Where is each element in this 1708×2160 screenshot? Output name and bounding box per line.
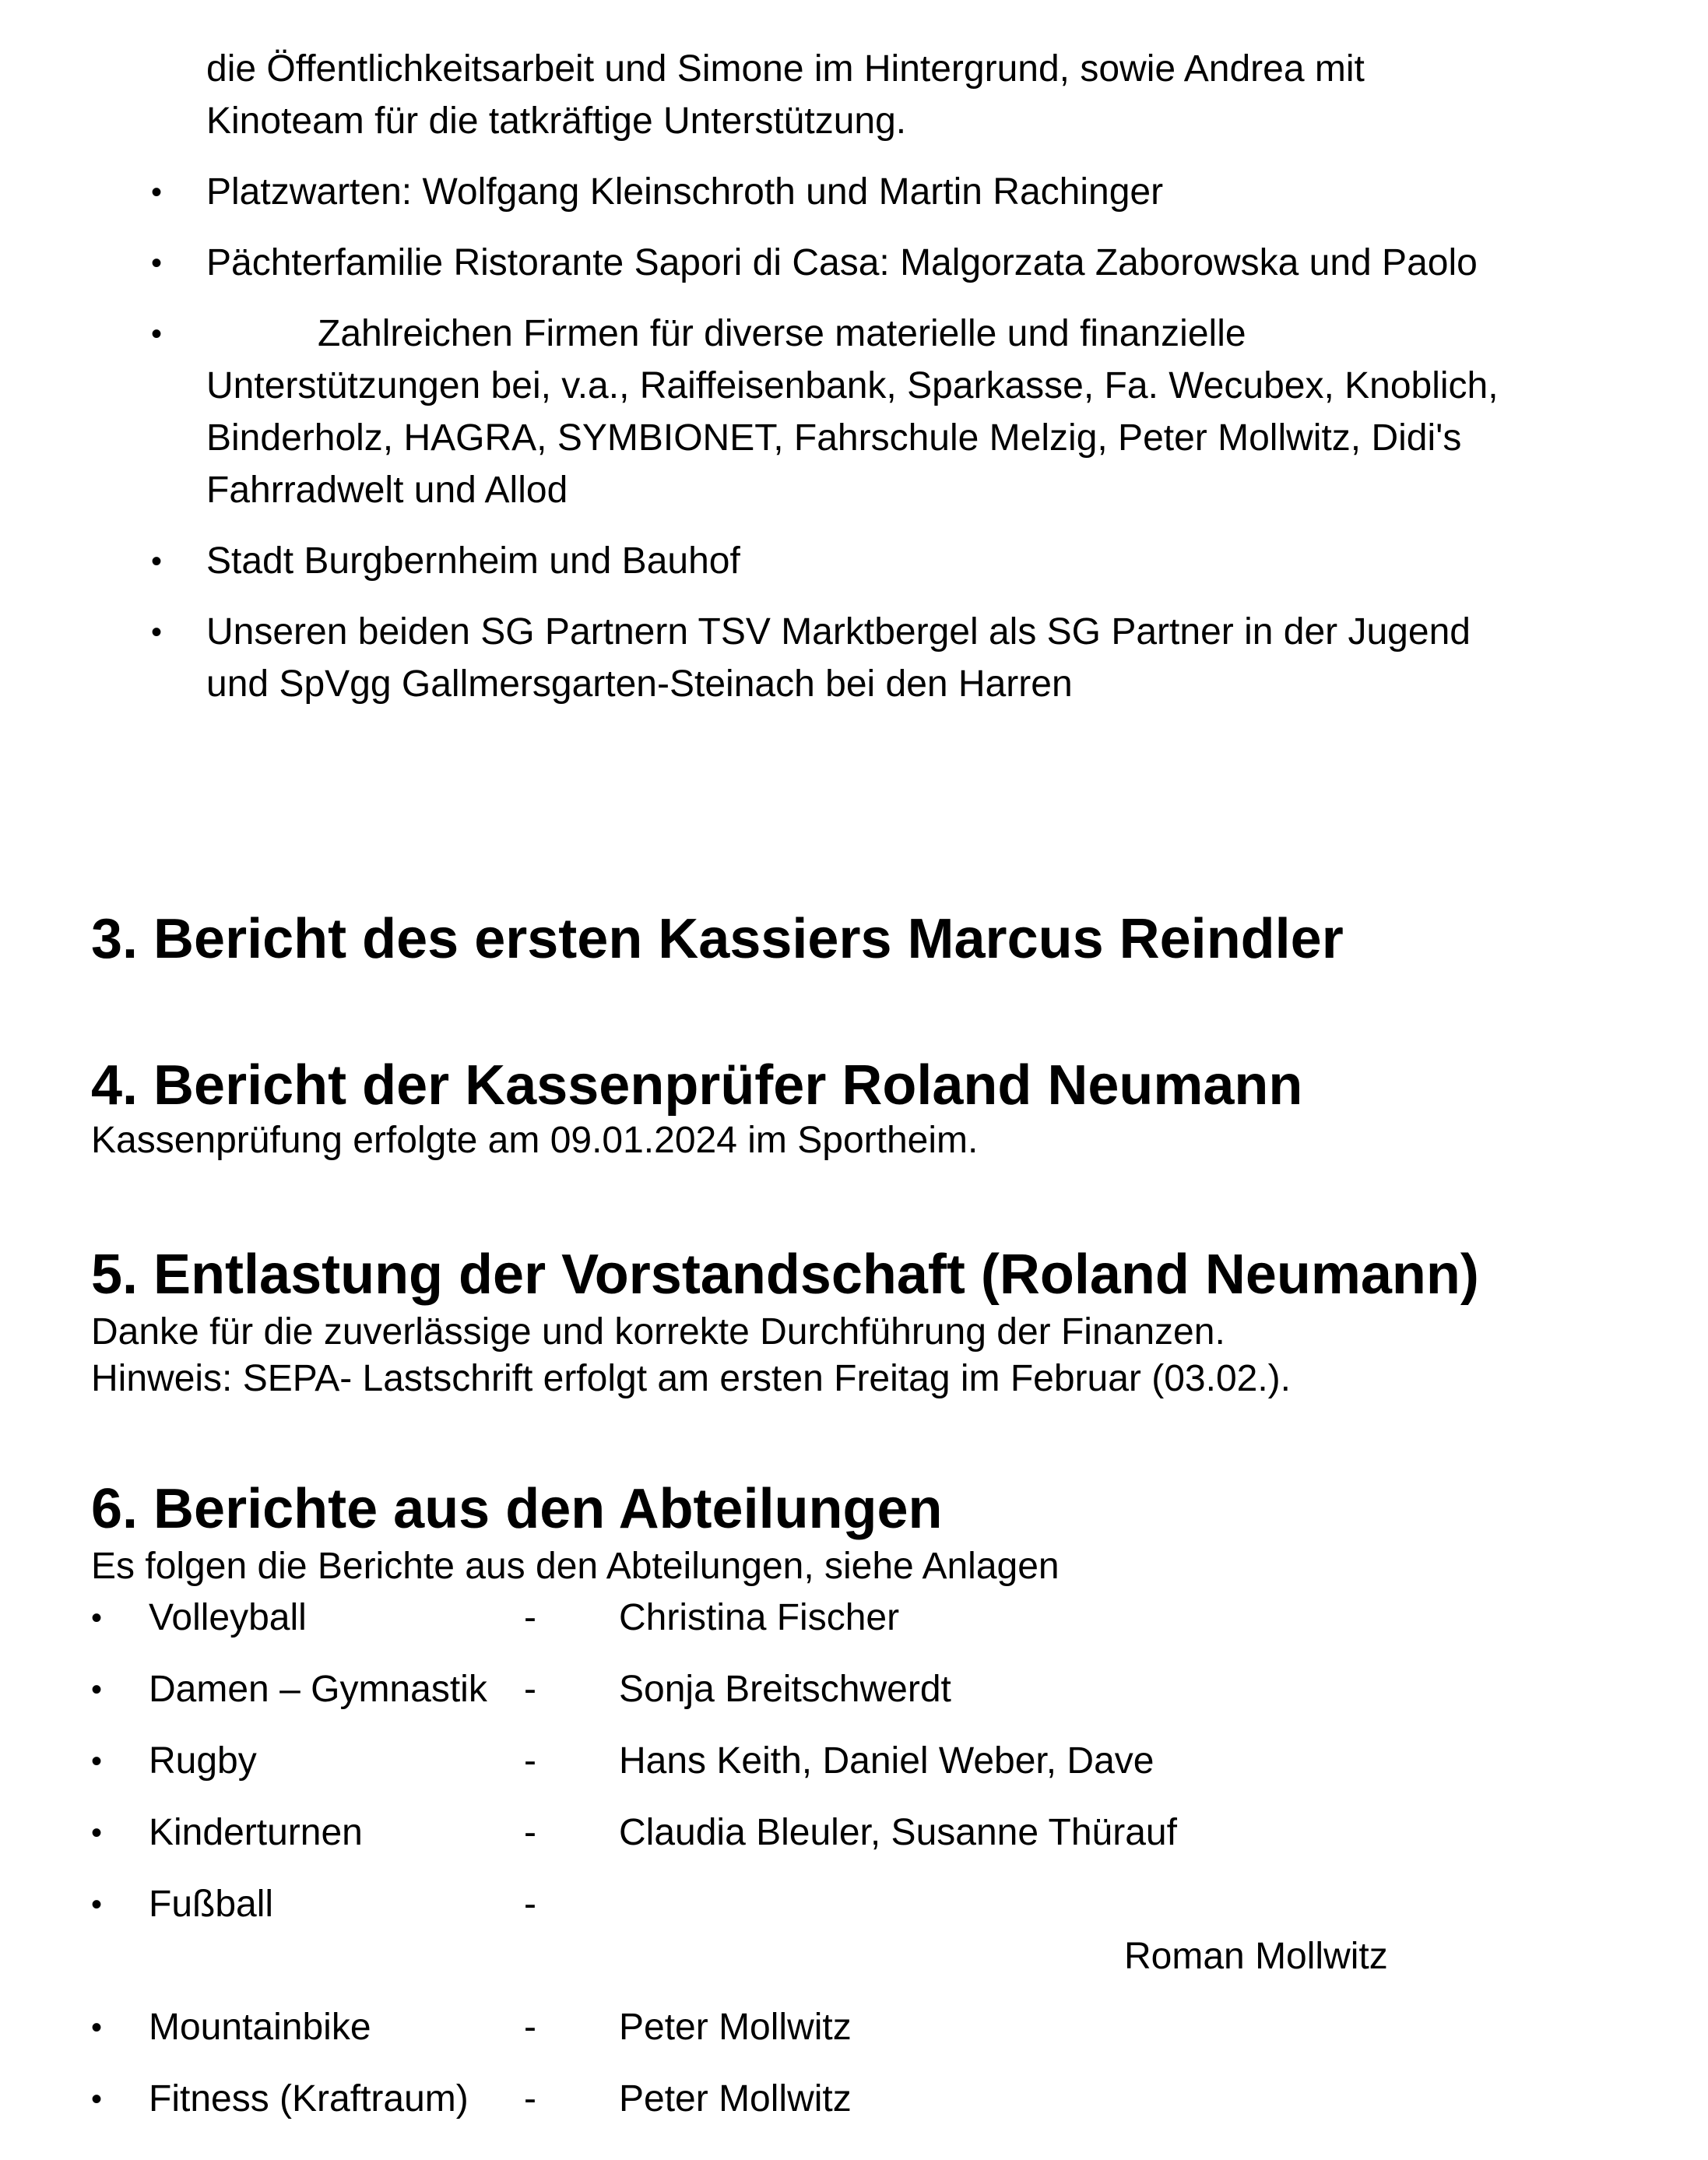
department-name: Rugby bbox=[149, 1740, 257, 1782]
thanks-item-line: und SpVgg Gallmersgarten-Steinach bei den Harren bbox=[206, 663, 1073, 705]
bullet-icon: • bbox=[151, 317, 163, 351]
bullet-icon: • bbox=[91, 1601, 103, 1635]
thanks-item: Unseren beiden SG Partnern TSV Marktbergel als SG Partner in der Jugend bbox=[206, 611, 1471, 653]
bullet-icon: • bbox=[151, 175, 163, 209]
department-persons: Peter Mollwitz bbox=[619, 2007, 852, 2048]
bullet-icon: • bbox=[151, 246, 163, 280]
thanks-item: Stadt Burgbernheim und Bauhof bbox=[206, 540, 740, 582]
department-persons: Roman Mollwitz bbox=[1124, 1936, 1388, 1977]
department-separator: - bbox=[524, 2078, 536, 2120]
department-name: Damen – Gymnastik bbox=[149, 1669, 487, 1710]
department-separator: - bbox=[524, 1669, 536, 1710]
department-name: Kinderturnen bbox=[149, 1812, 363, 1853]
department-separator: - bbox=[524, 1812, 536, 1853]
department-name: Volleyball bbox=[149, 1597, 307, 1638]
section-4-heading: 4. Bericht der Kassenprüfer Roland Neumann bbox=[91, 1054, 1303, 1117]
bullet-icon: • bbox=[91, 1816, 103, 1850]
thanks-item: Pächterfamilie Ristorante Sapori di Casa: Malgorzata Zaborowska und Paolo bbox=[206, 242, 1478, 283]
bullet-icon: • bbox=[151, 544, 163, 579]
bullet-icon: • bbox=[91, 1887, 103, 1922]
section-3-heading: 3. Bericht des ersten Kassiers Marcus Reindler bbox=[91, 908, 1344, 970]
bullet-icon: • bbox=[91, 1744, 103, 1778]
department-separator: - bbox=[524, 2007, 536, 2048]
department-separator: - bbox=[524, 1597, 536, 1638]
thanks-item: Platzwarten: Wolfgang Kleinschroth und Martin Rachinger bbox=[206, 171, 1164, 213]
thanks-item-line: Fahrradwelt und Allod bbox=[206, 470, 568, 511]
department-separator: - bbox=[524, 1884, 536, 1925]
bullet-icon: • bbox=[91, 2082, 103, 2116]
department-name: Fußball bbox=[149, 1884, 274, 1925]
section-6-heading: 6. Berichte aus den Abteilungen bbox=[91, 1478, 943, 1540]
department-separator: - bbox=[524, 1740, 536, 1782]
department-persons: Hans Keith, Daniel Weber, Dave bbox=[619, 1740, 1154, 1782]
thanks-item: Zahlreichen Firmen für diverse materielle und finanzielle bbox=[318, 313, 1246, 354]
department-persons: Sonja Breitschwerdt bbox=[619, 1669, 951, 1710]
section-6-intro: Es folgen die Berichte aus den Abteilungen, siehe Anlagen bbox=[91, 1546, 1060, 1587]
department-persons: Peter Mollwitz bbox=[619, 2078, 852, 2120]
bullet-icon: • bbox=[91, 2010, 103, 2045]
thanks-item-line: Binderholz, HAGRA, SYMBIONET, Fahrschule Melzig, Peter Mollwitz, Didi's bbox=[206, 417, 1462, 459]
thanks-item-line: Unterstützungen bei, v.a., Raiffeisenbank, Sparkasse, Fa. Wecubex, Knoblich, bbox=[206, 365, 1499, 406]
intro-line: Kinoteam für die tatkräftige Unterstützung. bbox=[206, 100, 907, 142]
intro-line: die Öffentlichkeitsarbeit und Simone im Hintergrund, sowie Andrea mit bbox=[206, 48, 1365, 90]
bullet-icon: • bbox=[91, 1673, 103, 1707]
bullet-icon: • bbox=[151, 615, 163, 649]
department-name: Mountainbike bbox=[149, 2007, 371, 2048]
department-persons: Claudia Bleuler, Susanne Thürauf bbox=[619, 1812, 1177, 1853]
section-5-heading: 5. Entlastung der Vorstandschaft (Roland Neumann) bbox=[91, 1244, 1479, 1306]
department-persons: Christina Fischer bbox=[619, 1597, 900, 1638]
department-name: Fitness (Kraftraum) bbox=[149, 2078, 469, 2120]
section-4-text: Kassenprüfung erfolgte am 09.01.2024 im Sportheim. bbox=[91, 1120, 979, 1161]
section-5-text: Hinweis: SEPA- Lastschrift erfolgt am ersten Freitag im Februar (03.02.). bbox=[91, 1358, 1291, 1399]
section-5-text: Danke für die zuverlässige und korrekte Durchführung der Finanzen. bbox=[91, 1311, 1225, 1353]
